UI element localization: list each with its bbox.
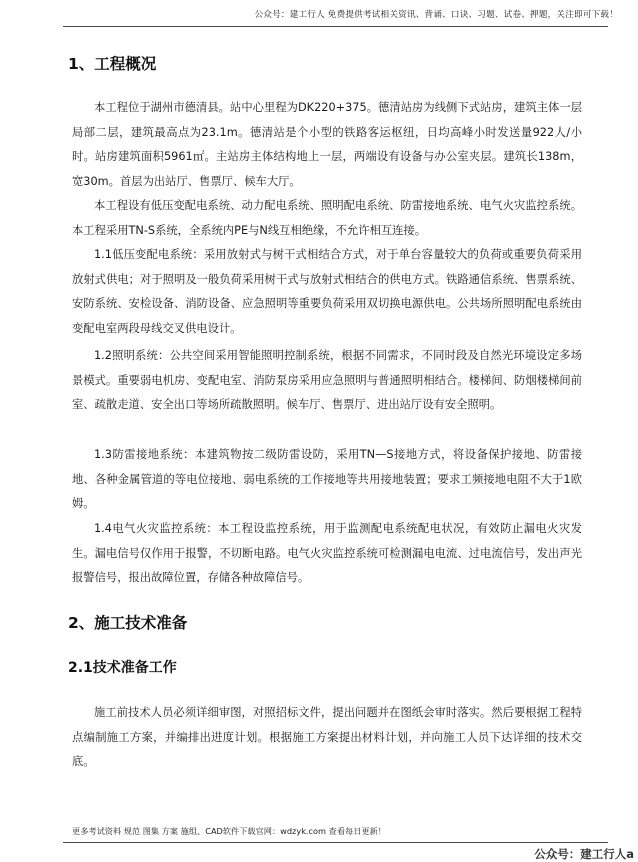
paragraph: 本工程设有低压变配电系统、动力配电系统、照明配电系统、防雷接地系统、电气火灾监控系统。本工程采用TN-S系统，全系统内PE与N线互相绝缘，不允许相互连接。: [72, 199, 582, 237]
paragraph: 施工前技术人员必须详细审图，对照招标文件，提出问题并在图纸会审时落实。然后要根据工程特点编制施工方案，并编排出进度计划。根据施工方案提出材料计划，并向施工人员下达详细的技术交底。: [72, 706, 582, 768]
header-divider: [63, 26, 608, 27]
section-1-title: 1、工程概况: [68, 55, 157, 73]
section-2-title: 2、施工技术准备: [68, 614, 188, 632]
subsection-2-1-title: 2.1技术准备工作: [68, 660, 177, 676]
paragraph: 本工程位于湖州市德清县。站中心里程为DK220+375。德清站房为线侧下式站房，建筑主体一层局部二层，建筑最高点为23.1m。德清站是个小型的铁路客运枢纽，日均高峰小时发送量922人/小时。站房建筑面积5961㎡。主站房主体结构地上一层，两端设有设备与办公室夹层。建筑长138m，宽30m。首层为出站厅、售票厅、候车大厅。: [72, 101, 582, 188]
paragraph: 1.3防雷接地系统：本建筑物按二级防雷设防，采用TN—S接地方式，将设备保护接地、防雷接地、各种金属管道的等电位接地、弱电系统的工作接地等共用接地装置；要求工频接地电阻不大于1欧姆。: [72, 448, 582, 510]
header-banner: 公众号：建工行人 免费提供考试相关资讯、背诵、口诀、习题、试卷、押题，关注即可下载！: [254, 10, 618, 20]
footer-divider: [63, 842, 608, 843]
paragraph: 1.2照明系统：公共空间采用智能照明控制系统，根据不同需求，不同时段及自然光环境设定多场景模式。重要弱电机房、变配电室、消防泵房采用应急照明与普通照明相结合。楼梯间、防烟楼梯间前室、疏散走道、安全出口等场所疏散照明。候车厅、售票厅、进出站厅设有安全照明。: [72, 349, 582, 411]
paragraph: 1.1低压变配电系统：采用放射式与树干式相结合方式，对于单台容量较大的负荷或重要负荷采用放射式供电；对于照明及一般负荷采用树干式与放射式相结合的供电方式。铁路通信系统、售票系统、安防系统、安检设备、消防设备、应急照明等重要负荷采用双切换电源供电。公共场所照明配电系统由变配电室两段母线交叉供电设计。: [72, 248, 582, 335]
paragraph: 1.4电气火灾监控系统：本工程设监控系统，用于监测配电系统配电状况，有效防止漏电火灾发生。漏电信号仅作用于报警，不切断电路。电气火灾监控系统可检测漏电电流、过电流信号，发出声光报警信号，报出故障位置，存储各种故障信号。: [72, 522, 582, 584]
footer-watermark: 公众号：建工行人a: [534, 847, 634, 861]
footer-text: 更多考试资料 规范 图集 方案 施组、CAD软件下载官网：wdzyk.com 查看每日更新！: [72, 826, 386, 836]
